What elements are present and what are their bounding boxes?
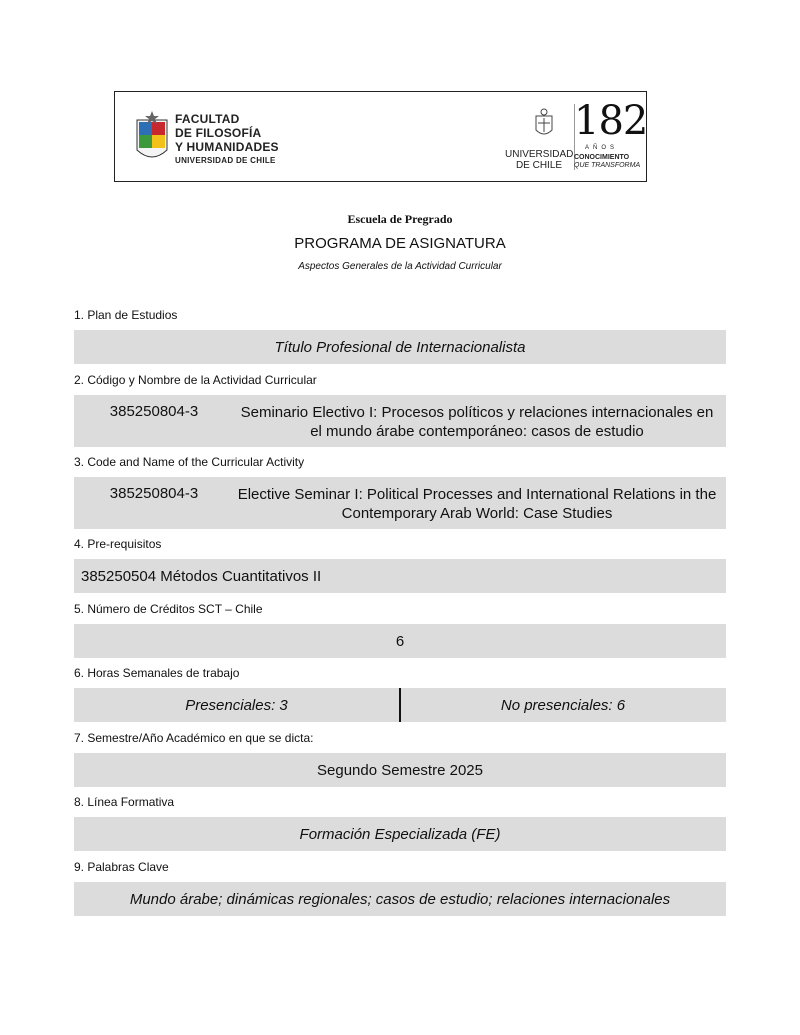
codigo-en-label: 3. Code and Name of the Curricular Activity bbox=[74, 455, 305, 469]
header-logos bbox=[114, 91, 647, 182]
faculty-name bbox=[175, 112, 279, 168]
horas-presenciales: Presenciales: 3 bbox=[185, 696, 288, 714]
prerequisitos-label: 4. Pre-requisitos bbox=[74, 537, 162, 551]
faculty-university: UNIVERSIDAD DE CHILE bbox=[175, 156, 276, 165]
linea-label: 8. Línea Formativa bbox=[74, 795, 175, 809]
linea-value: Formación Especializada (FE) bbox=[74, 817, 726, 851]
faculty-shield-logo bbox=[135, 110, 169, 166]
codigo-es-box bbox=[74, 395, 726, 447]
creditos-label: 5. Número de Créditos SCT – Chile bbox=[74, 602, 263, 616]
document-title: PROGRAMA DE ASIGNATURA bbox=[294, 235, 506, 252]
university-name-line-1: UNIVERSIDAD bbox=[505, 149, 574, 160]
codigo-es-label: 2. Código y Nombre de la Actividad Curricular bbox=[74, 373, 317, 387]
university-crest-logo bbox=[533, 106, 555, 140]
prerequisitos-value: 385250504 Métodos Cuantitativos II bbox=[74, 559, 726, 593]
horas-no-presenciales: No presenciales: 6 bbox=[500, 696, 626, 714]
semestre-label: 7. Semestre/Año Académico en que se dicta: bbox=[74, 731, 314, 745]
faculty-line-1: FACULTAD bbox=[175, 112, 240, 126]
faculty-line-2: DE FILOSOFÍA bbox=[175, 126, 262, 140]
horas-box bbox=[74, 688, 726, 722]
school-name: Escuela de Pregrado bbox=[347, 212, 453, 226]
document-subtitle: Aspectos Generales de la Actividad Curricular bbox=[298, 261, 502, 272]
university-name bbox=[505, 149, 573, 171]
palabras-label: 9. Palabras Clave bbox=[74, 860, 169, 874]
codigo-en-code: 385250804-3 bbox=[109, 485, 199, 502]
codigo-es-name: Seminario Electivo I: Procesos políticos y relaciones internacionales en el mundo árabe contemporáneo: casos de estudio bbox=[240, 404, 714, 440]
codigo-en-box bbox=[74, 477, 726, 529]
anniversary-tagline-1: CONOCIMIENTO bbox=[574, 154, 630, 161]
anniversary-number: 182 bbox=[574, 98, 648, 144]
horas-label: 6. Horas Semanales de trabajo bbox=[74, 666, 240, 680]
faculty-line-3: Y HUMANIDADES bbox=[175, 140, 279, 154]
semestre-value: Segundo Semestre 2025 bbox=[74, 753, 726, 787]
creditos-value: 6 bbox=[74, 624, 726, 658]
anniversary-tagline-2: QUE TRANSFORMA bbox=[574, 162, 641, 169]
anniversary-years: AÑOS bbox=[585, 145, 619, 151]
plan-label: 1. Plan de Estudios bbox=[74, 308, 178, 322]
codigo-es-code: 385250804-3 bbox=[109, 403, 199, 420]
plan-value: Título Profesional de Internacionalista bbox=[74, 330, 726, 364]
palabras-value: Mundo árabe; dinámicas regionales; casos de estudio; relaciones internacionales bbox=[74, 882, 726, 916]
codigo-en-name: Elective Seminar I: Political Processes and International Relations in the Contemporary Arab World: Case Studies bbox=[237, 486, 717, 522]
university-name-line-2: DE CHILE bbox=[515, 160, 563, 171]
